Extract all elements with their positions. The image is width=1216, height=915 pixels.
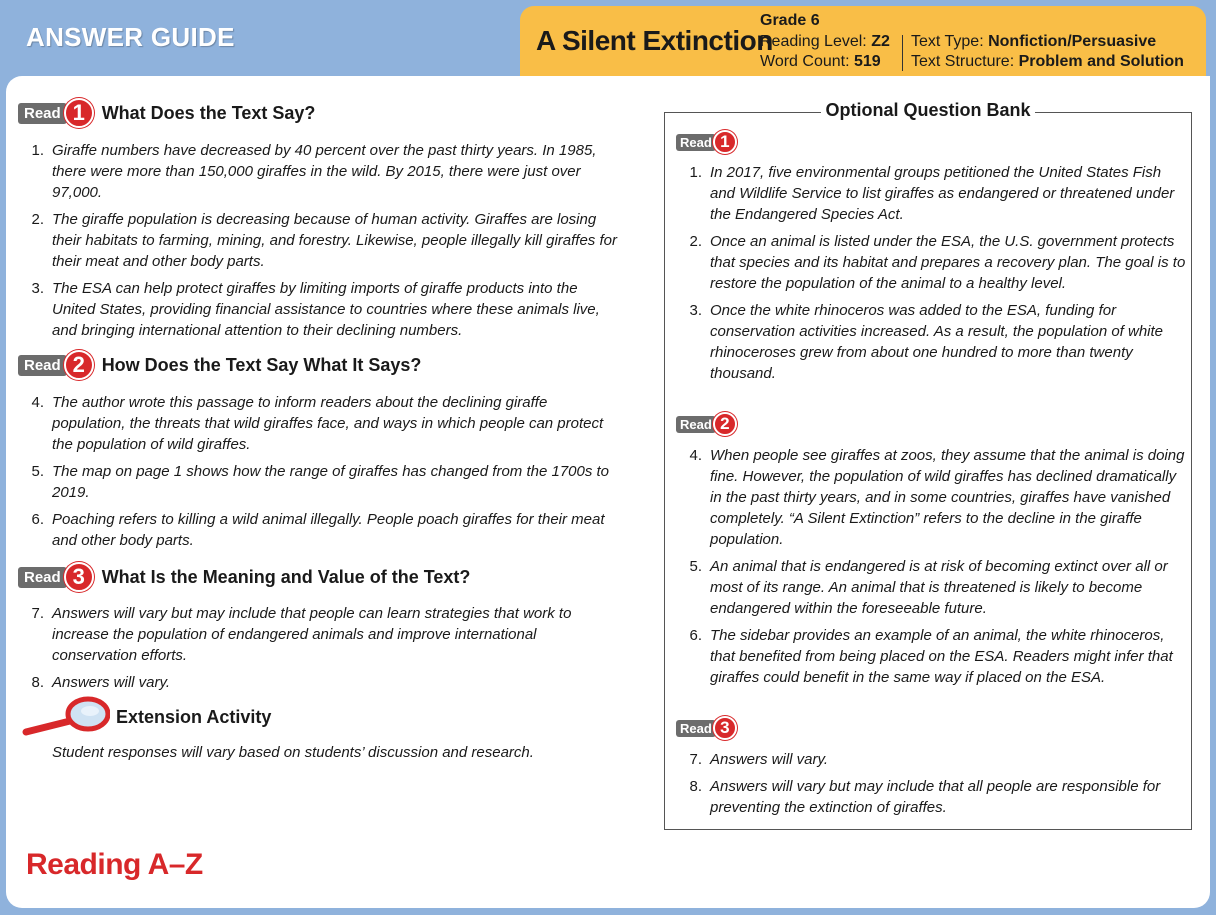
qbank-group-3 <box>676 749 1186 824</box>
list-item: 8. Answers will vary but may include that all people are responsible for preventing the extinction of giraffes. <box>689 778 1161 816</box>
extension-text: Student responses will vary based on students’ discussion and research. <box>52 744 534 761</box>
list-item: 4. The author wrote this passage to inform readers about the declining giraffe population, the threats that wild giraffes face, and ways in which people can protect the population of wild giraffes. <box>31 394 604 453</box>
section-3-heading <box>18 562 470 592</box>
question-bank-title: Optional Question Bank <box>664 100 1192 121</box>
reading-level <box>760 33 890 51</box>
list-item: 6. The sidebar provides an example of an animal, the white rhinoceros, that benefited from being placed on the ESA. Readers might infer that giraffes could benefit in the same way if placed on the ESA. <box>689 627 1173 686</box>
list-item: 2. The giraffe population is decreasing because of human activity. Giraffes are losing their habitats to farming, mining, and forestry. Likewise, people illegally kill giraffes for their meat and other body parts. <box>31 211 617 270</box>
text-type-value: Nonfiction/Persuasive <box>988 33 1157 50</box>
read-badge: Read <box>18 567 67 588</box>
header-banner <box>520 6 1206 78</box>
list-item: 3. The ESA can help protect giraffes by limiting imports of giraffe products into the United States, providing financial assistance to countries where these animals live, and bringing international attention to their declining numbers. <box>31 280 600 339</box>
read-badge: Read <box>676 720 716 737</box>
list-item: 1. In 2017, five environmental groups petitioned the United States Fish and Wildlife Service to list giraffes as endangered or threatened under the Endangered Species Act. <box>689 164 1175 223</box>
answer-guide-label: ANSWER GUIDE <box>26 22 235 52</box>
word-count <box>760 53 881 71</box>
extension-title: Extension Activity <box>116 706 272 727</box>
section-1-heading <box>18 98 315 128</box>
qbank-read-1-heading <box>676 130 737 154</box>
read-badge: Read <box>676 416 716 433</box>
qbank-group-1 <box>676 162 1186 390</box>
qbank-read-3-heading <box>676 716 737 740</box>
list-item: 5. The map on page 1 shows how the range of giraffes has changed from the 1700s to 2019. <box>31 463 610 501</box>
reading-level-value: Z2 <box>871 33 890 50</box>
answer-page <box>6 76 1210 908</box>
list-item: 6. Poaching refers to killing a wild animal illegally. People poach giraffes for their meat and other body parts. <box>31 511 605 549</box>
section-title: What Does the Text Say? <box>101 102 316 123</box>
reading-a-z-logo: Reading A–Z <box>26 848 203 881</box>
section-title: How Does the Text Say What It Says? <box>101 354 422 375</box>
magnifying-glass-icon <box>18 696 110 738</box>
list-item: 8. Answers will vary. <box>31 674 171 691</box>
read-badge: Read <box>676 134 716 151</box>
list-item: 7. Answers will vary. <box>689 751 829 768</box>
page-title: A Silent Extinction <box>536 25 773 56</box>
reading-level-label: Reading Level: <box>760 33 867 50</box>
qbank-read-2-heading <box>676 412 737 436</box>
extension-heading <box>18 696 271 738</box>
section-1-answers <box>18 140 618 347</box>
section-2-heading <box>18 350 421 380</box>
section-number-icon: 3 <box>64 562 94 592</box>
text-structure <box>911 53 1184 71</box>
list-item: 5. An animal that is endangered is at risk of becoming extinct over all or most of its range. An animal that is threatened is likely to become endangered within the foreseeable future. <box>689 558 1168 617</box>
list-item: 3. Once the white rhinoceros was added to the ESA, funding for conservation activities increased. As a result, the population of white rhinoceroses grew from about one hundred to more than twenty thousand. <box>689 302 1164 382</box>
read-badge: Read <box>18 355 67 376</box>
section-number-icon: 1 <box>64 98 94 128</box>
header-divider <box>902 35 903 71</box>
section-number-icon: 2 <box>64 350 94 380</box>
word-count-label: Word Count: <box>760 53 850 70</box>
section-2-answers <box>18 392 618 557</box>
text-structure-value: Problem and Solution <box>1018 53 1184 70</box>
text-structure-label: Text Structure: <box>911 53 1015 70</box>
list-item: 4. When people see giraffes at zoos, they assume that the animal is doing fine. However, the population of wild giraffes has declined dramatically in the past thirty years, and in some countries, giraffes have vanished completely. “A Silent Extinction” refers to the decline in the giraffe population. <box>689 447 1185 548</box>
grade-label: Grade 6 <box>760 12 820 29</box>
list-item: 2. Once an animal is listed under the ESA, the U.S. government protects that species and its habitat and prepares a recovery plan. The goal is to restore the population of the animal to a healthy level. <box>689 233 1186 292</box>
list-item: 7. Answers will vary but may include that people can learn strategies that work to increase the population of endangered animals and improve international conservation efforts. <box>31 605 572 664</box>
text-type <box>911 33 1156 51</box>
section-number-icon: 1 <box>713 130 737 154</box>
section-title: What Is the Meaning and Value of the Text? <box>101 566 471 587</box>
text-type-label: Text Type: <box>911 33 984 50</box>
qbank-group-2 <box>676 445 1186 694</box>
word-count-value: 519 <box>853 53 881 70</box>
section-number-icon: 2 <box>713 412 737 436</box>
section-3-answers <box>18 603 618 699</box>
section-number-icon: 3 <box>713 716 737 740</box>
list-item: 1. Giraffe numbers have decreased by 40 percent over the past thirty years. In 1985, there were more than 150,000 giraffes in the wild. By 2015, there were just over 97,000. <box>31 142 597 201</box>
read-badge: Read <box>18 103 67 124</box>
